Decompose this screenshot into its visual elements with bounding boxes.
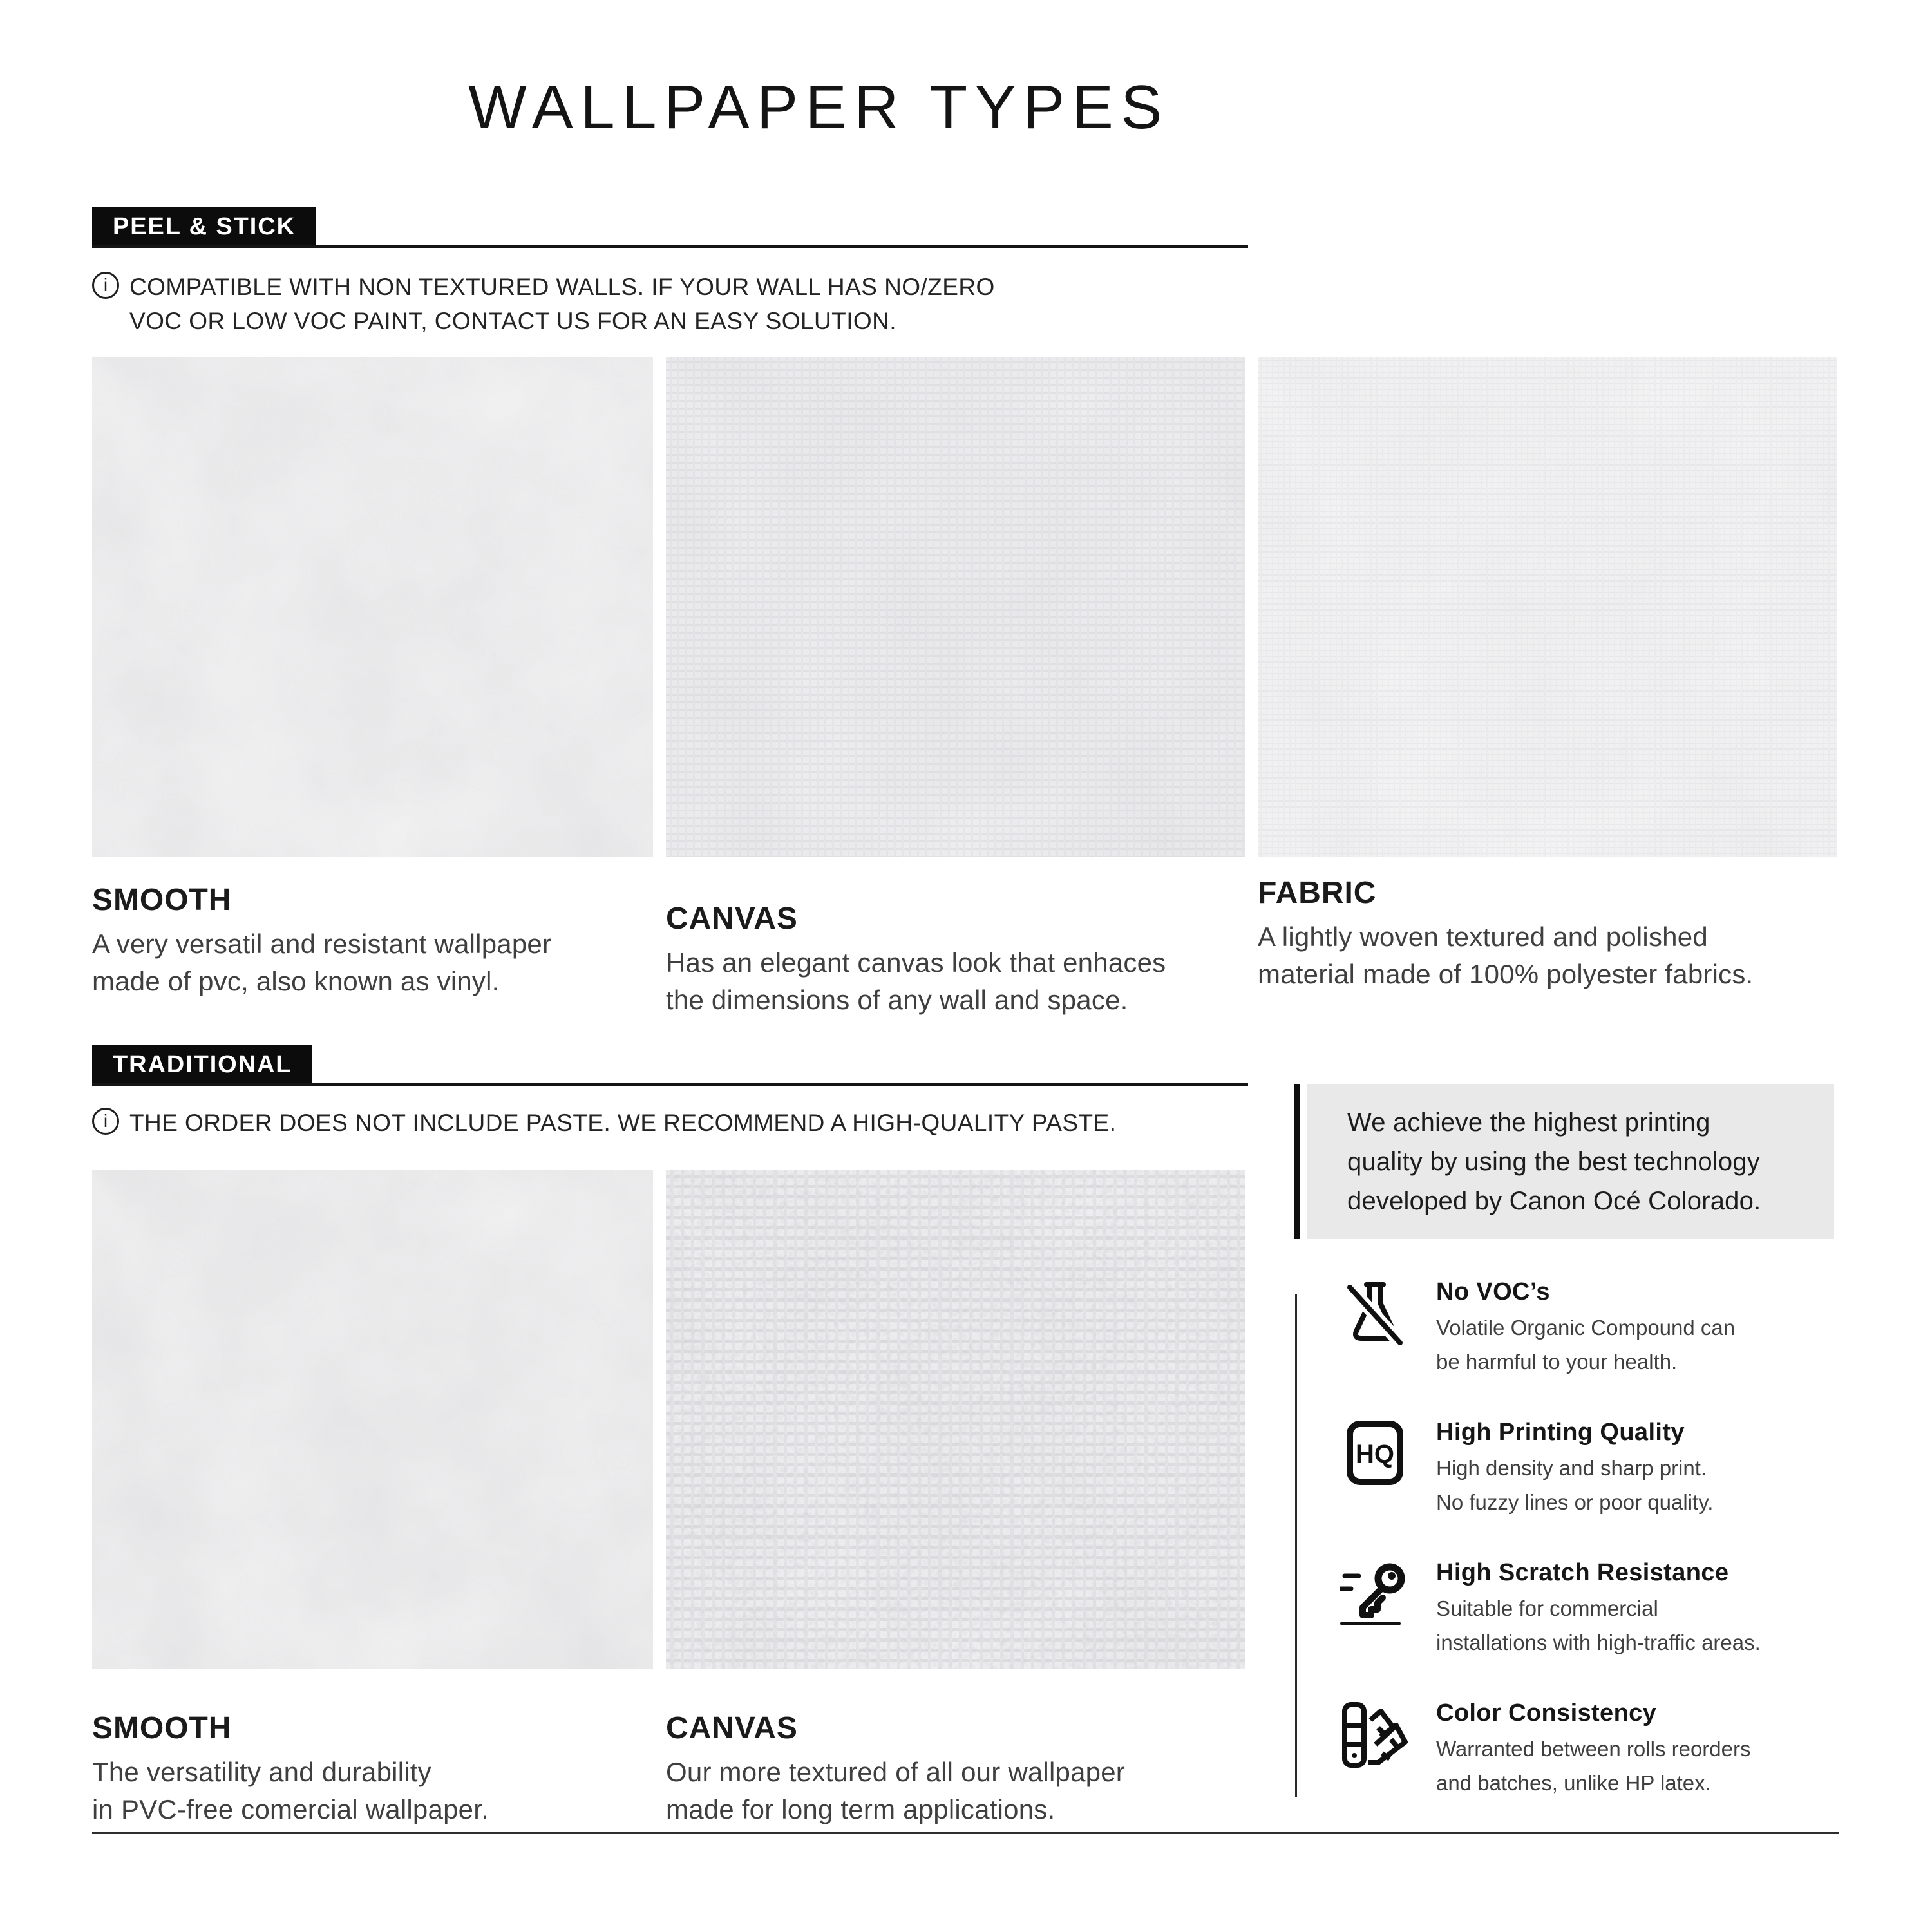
features-divider-line — [1295, 1294, 1297, 1797]
smooth-texture-image — [92, 357, 653, 857]
quality-statement-text: We achieve the highest printing quality by using the best technology developed by Canon Océ Colorado. — [1347, 1108, 1761, 1215]
fabric-texture-image — [1258, 357, 1837, 857]
feature-list — [1340, 1278, 1906, 1840]
feature-description: Suitable for commercial installations with high-traffic areas. — [1436, 1596, 1761, 1654]
feature-title: Color Consistency — [1436, 1700, 1657, 1727]
traditional-section-header — [92, 1045, 1248, 1086]
swatch-description: A lightly woven textured and polished material made of 100% polyester fabrics. — [1258, 922, 1754, 989]
traditional-swatch-row — [92, 1170, 1245, 1828]
feature-title: High Scratch Resistance — [1436, 1559, 1729, 1586]
traditional-note-text: THE ORDER DOES NOT INCLUDE PASTE. WE RECOMMEND A HIGH-QUALITY PASTE. — [129, 1110, 1117, 1136]
peel-stick-badge: PEEL & STICK — [92, 207, 316, 245]
swatch-name: SMOOTH — [92, 883, 232, 917]
rough-canvas-texture-image — [666, 1170, 1245, 1669]
swatch-description: Our more textured of all our wallpaper made for long term applications. — [666, 1757, 1125, 1824]
feature-high-printing-quality — [1340, 1419, 1906, 1520]
feature-high-scratch-resistance — [1340, 1559, 1906, 1661]
swatch-column-canvas-traditional — [666, 1170, 1245, 1828]
swatch-column-canvas — [666, 357, 1245, 1018]
traditional-badge: TRADITIONAL — [92, 1045, 312, 1083]
quality-box-accent-bar — [1294, 1084, 1300, 1239]
feature-description: Volatile Organic Compound can be harmful to your health. — [1436, 1316, 1736, 1374]
swatch-name: CANVAS — [666, 902, 798, 936]
swatch-description: Has an elegant canvas look that enhaces the dimensions of any wall and space. — [666, 947, 1166, 1015]
feature-title: No VOC’s — [1436, 1278, 1550, 1305]
footer-divider-line — [92, 1832, 1839, 1834]
svg-text:HQ: HQ — [1356, 1440, 1394, 1468]
info-icon: i — [92, 1108, 119, 1135]
peel-stick-note — [92, 270, 995, 338]
key-scratch-icon — [1340, 1559, 1410, 1630]
peel-stick-swatch-row — [92, 357, 1837, 1018]
quality-statement-box — [1307, 1084, 1834, 1239]
hq-badge-icon — [1340, 1419, 1410, 1490]
swatch-description: A very versatil and resistant wallpaper made of pvc, also known as vinyl. — [92, 929, 552, 996]
feature-no-voc — [1340, 1278, 1906, 1380]
page-title: WALLPAPER TYPES — [468, 73, 1170, 142]
swatch-column-smooth-traditional — [92, 1170, 653, 1828]
feature-text — [1436, 1559, 1761, 1661]
swatch-name: FABRIC — [1258, 876, 1377, 910]
feature-description: Warranted between rolls reorders and batches, unlike HP latex. — [1436, 1737, 1751, 1795]
color-swatchbook-icon — [1340, 1700, 1410, 1770]
peel-stick-note-text: COMPATIBLE WITH NON TEXTURED WALLS. IF YOUR WALL HAS NO/ZERO VOC OR LOW VOC PAINT, CONTACT US FOR AN EASY SOLUTION. — [129, 274, 995, 334]
swatch-name: CANVAS — [666, 1711, 798, 1745]
peel-stick-section-header — [92, 207, 1248, 248]
smooth-texture-image — [92, 1170, 653, 1669]
feature-title: High Printing Quality — [1436, 1419, 1685, 1446]
feature-text — [1436, 1419, 1713, 1520]
info-icon: i — [92, 272, 119, 299]
swatch-column-smooth — [92, 357, 653, 1018]
swatch-description: The versatility and durability in PVC-free comercial wallpaper. — [92, 1757, 489, 1824]
feature-description: High density and sharp print. No fuzzy lines or poor quality. — [1436, 1456, 1714, 1514]
canvas-texture-image — [666, 357, 1245, 857]
traditional-note — [92, 1106, 1116, 1141]
feature-text — [1436, 1278, 1735, 1380]
feature-text — [1436, 1700, 1751, 1801]
swatch-name: SMOOTH — [92, 1711, 232, 1745]
swatch-column-fabric — [1258, 357, 1837, 1018]
feature-color-consistency — [1340, 1700, 1906, 1801]
no-voc-flask-icon — [1340, 1278, 1410, 1349]
